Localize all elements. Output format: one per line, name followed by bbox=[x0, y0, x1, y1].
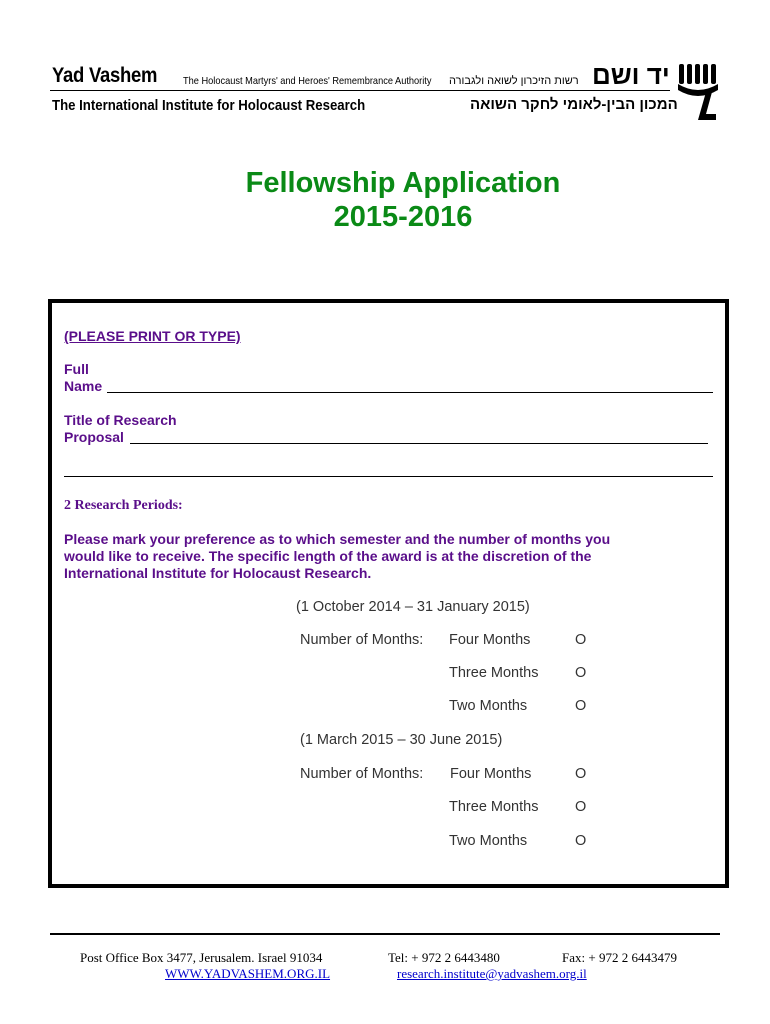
research-label-line1: Title of Research bbox=[64, 412, 177, 428]
print-note: (PLEASE PRINT OR TYPE) bbox=[64, 328, 241, 344]
footer-divider bbox=[50, 933, 720, 935]
period-1-option-three: Three Months bbox=[449, 665, 539, 681]
research-title-field[interactable] bbox=[130, 443, 708, 444]
period-1-months-label: Number of Months: bbox=[300, 632, 424, 648]
research-label-line2: Proposal bbox=[64, 429, 124, 445]
page-title bbox=[0, 166, 770, 234]
period-2-two-checkbox[interactable]: O bbox=[575, 833, 587, 849]
period-2-option-two: Two Months bbox=[449, 833, 528, 849]
letterhead bbox=[0, 0, 770, 130]
authority-en: The Holocaust Martyrs' and Heroes' Remembrance Authority bbox=[183, 75, 432, 87]
period-2-dates: (1 March 2015 – 30 June 2015) bbox=[300, 732, 503, 748]
full-name-label-line2: Name bbox=[64, 378, 103, 394]
full-name-label-line1: Full bbox=[64, 361, 89, 377]
header-divider bbox=[50, 90, 670, 91]
authority-he: רשות הזיכרון לשואה ולגבורה bbox=[449, 75, 579, 87]
footer-email-link[interactable]: research.institute@yadvashem.org.il bbox=[397, 966, 587, 981]
period-1-two-checkbox[interactable]: O bbox=[575, 698, 587, 714]
org-name-he: יד ושם bbox=[592, 60, 670, 90]
institute-he: המכון הבין-לאומי לחקר השואה bbox=[470, 96, 678, 113]
research-periods-heading: 2 Research Periods: bbox=[64, 498, 183, 513]
period-2-months-label: Number of Months: bbox=[300, 766, 424, 782]
footer-fax: Fax: + 972 2 6443479 bbox=[562, 950, 677, 965]
institute-en: The International Institute for Holocaust Research bbox=[52, 97, 366, 114]
period-1-option-four: Four Months bbox=[449, 632, 531, 648]
footer-tel: Tel: + 972 2 6443480 bbox=[388, 950, 500, 965]
title-line-1: Fellowship Application bbox=[245, 167, 561, 199]
footer-address: Post Office Box 3477, Jerusalem. Israel 91034 bbox=[80, 950, 323, 965]
period-2-option-four: Four Months bbox=[450, 766, 532, 782]
footer-website-link[interactable]: WWW.YADVASHEM.ORG.IL bbox=[165, 966, 331, 981]
period-2-four-checkbox[interactable]: O bbox=[575, 766, 587, 782]
research-title-field-continued[interactable] bbox=[64, 476, 713, 477]
period-1-three-checkbox[interactable]: O bbox=[575, 665, 587, 681]
application-form bbox=[48, 299, 729, 888]
org-name-en: Yad Vashem bbox=[52, 64, 158, 87]
instructions-line-2: would like to receive. The specific length of the award is at the discretion of the bbox=[64, 548, 592, 564]
title-line-2: 2015-2016 bbox=[333, 201, 473, 233]
period-2-three-checkbox[interactable]: O bbox=[575, 799, 587, 815]
period-1-four-checkbox[interactable]: O bbox=[575, 632, 587, 648]
instructions-line-3: International Institute for Holocaust Research. bbox=[64, 565, 372, 581]
full-name-field[interactable] bbox=[107, 392, 713, 393]
yad-vashem-logo-icon bbox=[676, 62, 722, 122]
period-2-option-three: Three Months bbox=[449, 799, 539, 815]
period-1-option-two: Two Months bbox=[449, 698, 528, 714]
period-1-dates: (1 October 2014 – 31 January 2015) bbox=[296, 599, 530, 615]
instructions-line-1: Please mark your preference as to which semester and the number of months you bbox=[64, 531, 611, 547]
